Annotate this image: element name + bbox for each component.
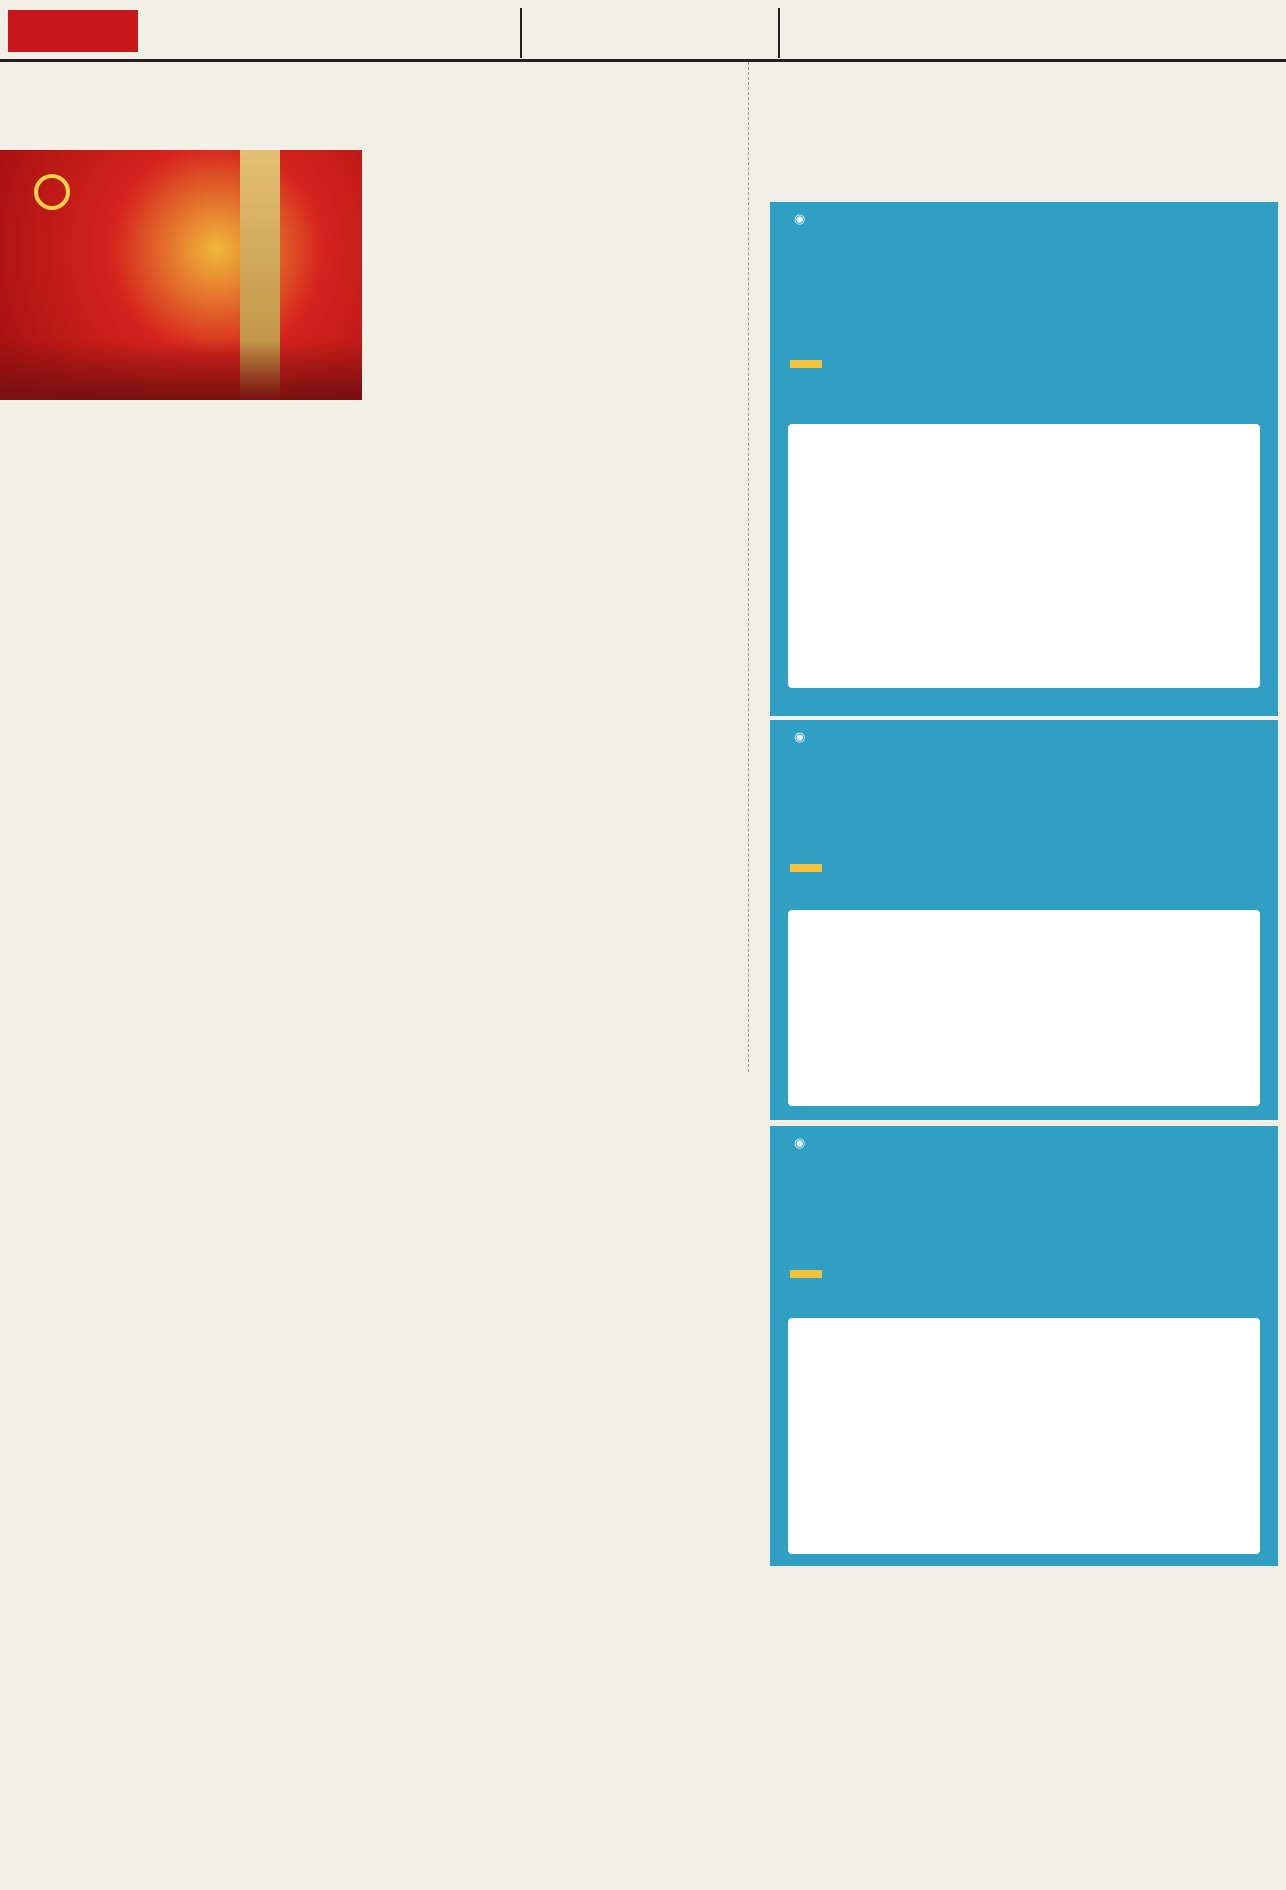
people-logo: ◉ [794, 212, 806, 227]
card-date-badge [790, 864, 822, 872]
card-content-box [788, 1318, 1260, 1554]
main-col1 [2, 404, 362, 1064]
people-logo: ◉ [794, 1136, 806, 1151]
card-content-box [788, 424, 1260, 688]
main-col2 [372, 150, 548, 1062]
card-content-box [788, 910, 1260, 1106]
card-date-badge [790, 360, 822, 368]
people-logo: ◉ [794, 730, 806, 745]
card-date-badge [790, 1270, 822, 1278]
constitution-day-image [0, 150, 362, 400]
party-emblem-icon [34, 174, 70, 210]
new-rules-card-1 [770, 202, 1278, 716]
page-meta [905, 30, 947, 43]
main-col3 [558, 150, 734, 1062]
newspaper-logo [8, 10, 138, 52]
section-title [520, 8, 780, 58]
new-rules-card-2 [770, 720, 1278, 1120]
right-intro [772, 140, 1277, 186]
new-rules-card-3 [770, 1126, 1278, 1566]
